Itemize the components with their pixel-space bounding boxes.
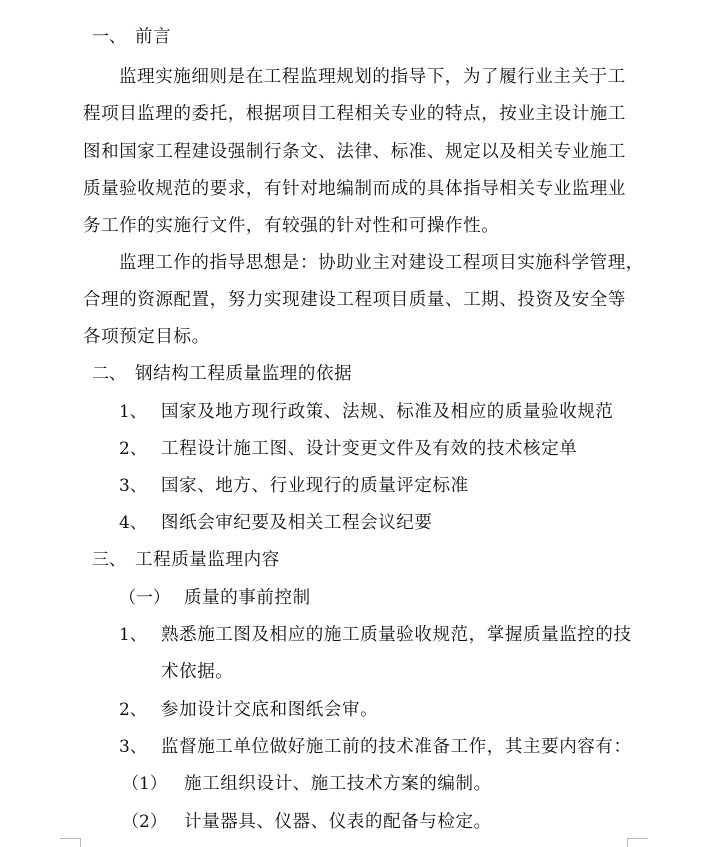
section-2-number: 二、: [92, 364, 126, 384]
section-2-item-2-text: 工程设计施工图、设计变更文件及有效的技术核定单: [161, 439, 578, 459]
section-2-item-4-text: 图纸会审纪要及相关工程会议纪要: [161, 513, 433, 533]
paragraph-1-line-5: 务工作的实施行文件，有较强的针对性和可操作性。: [83, 216, 500, 236]
section-1-title: 前言: [135, 27, 172, 47]
subsection-1-number: （一）: [119, 588, 170, 608]
section-2-title: 钢结构工程质量监理的依据: [135, 364, 353, 384]
section-2-item-1-number: 1、: [119, 402, 147, 422]
paragraph-2-line-3: 各项预定目标。: [83, 327, 210, 347]
section-3-item-3-text: 监督施工单位做好施工前的技术准备工作，其主要内容有：: [161, 737, 632, 757]
subitem-1-number: （1）: [122, 774, 167, 794]
section-3-number: 三、: [92, 550, 126, 570]
section-2-item-3-text: 国家、地方、行业现行的质量评定标准: [161, 476, 469, 496]
subsection-1-title: 质量的事前控制: [184, 588, 311, 608]
page-corner-mark-right: [627, 838, 648, 847]
paragraph-2-line-2: 合理的资源配置，努力实现建设工程项目质量、工期、投资及安全等: [83, 290, 626, 310]
section-3-item-1-continuation: 术依据。: [161, 662, 234, 682]
section-2-item-1-text: 国家及地方现行政策、法规、标准及相应的质量验收规范: [161, 402, 614, 422]
section-1-number: 一、: [92, 27, 126, 47]
subitem-1-text: 施工组织设计、施工技术方案的编制。: [184, 774, 492, 794]
section-3-item-3-number: 3、: [119, 737, 147, 757]
subitem-2-number: （2）: [122, 812, 167, 832]
paragraph-2-line-1: 监理工作的指导思想是：协助业主对建设工程项目实施科学管理，: [119, 253, 644, 273]
section-3-title: 工程质量监理内容: [135, 550, 280, 570]
section-3-item-2-number: 2、: [119, 700, 147, 720]
section-2-item-4-number: 4、: [119, 513, 147, 533]
subitem-2-text: 计量器具、仪器、仪表的配备与检定。: [184, 812, 492, 832]
paragraph-1-line-3: 图和国家工程建设强制行条文、法律、标准、规定以及相关专业施工: [83, 142, 626, 162]
section-3-item-1-number: 1、: [119, 625, 147, 645]
section-2-item-2-number: 2、: [119, 439, 147, 459]
section-3-item-2-text: 参加设计交底和图纸会审。: [161, 700, 379, 720]
section-2-item-3-number: 3、: [119, 476, 147, 496]
paragraph-1-line-4: 质量验收规范的要求，有针对地编制而成的具体指导相关专业监理业: [83, 179, 626, 199]
page-corner-mark-left: [60, 838, 81, 847]
section-3-item-1-text: 熟悉施工图及相应的施工质量验收规范，掌握质量监控的技: [161, 625, 632, 645]
paragraph-1-line-2: 程项目监理的委托，根据项目工程相关专业的特点，按业主设计施工: [83, 104, 626, 124]
paragraph-1-line-1: 监理实施细则是在工程监理规划的指导下，为了履行业主关于工: [119, 67, 626, 87]
